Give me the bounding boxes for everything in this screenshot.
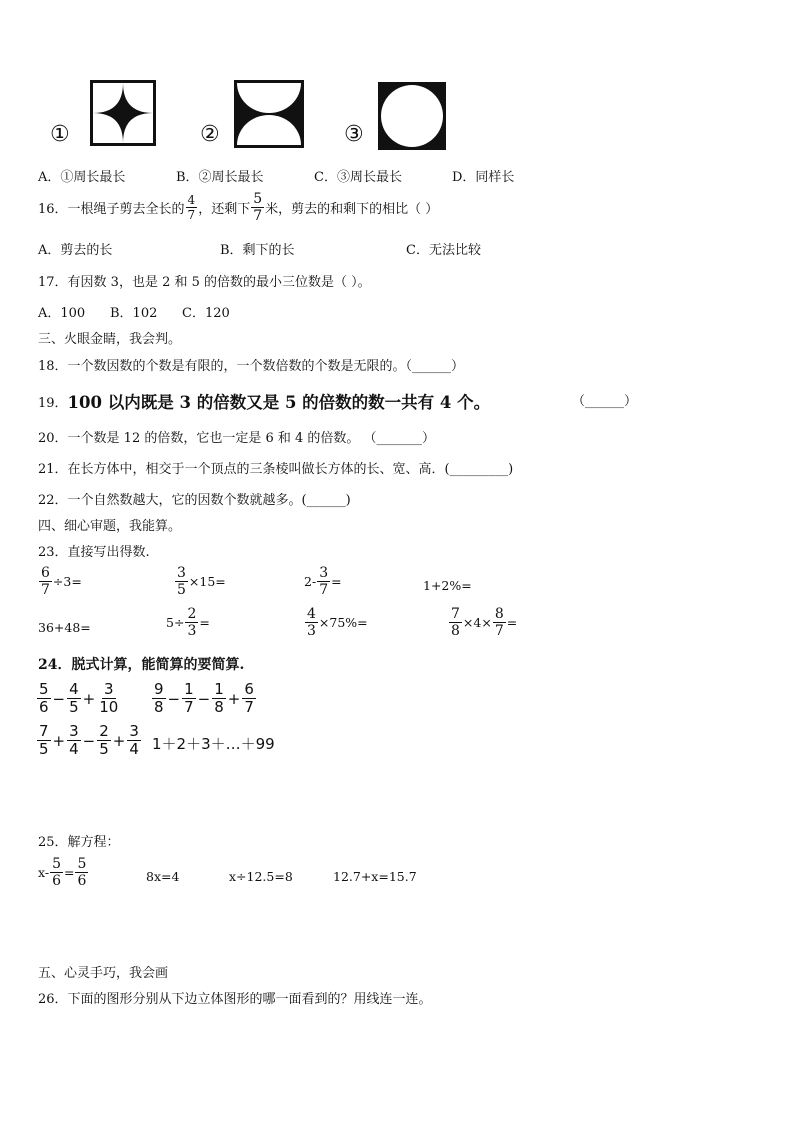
q16-option-c[interactable]: C．无法比较 [406,243,481,258]
operator: − [167,689,181,708]
fraction: $\frac{6}{7}$ [244,680,254,716]
q17-option-b[interactable]: B．102 [110,306,158,321]
q16-option-b[interactable]: B．剩下的长 [220,243,295,258]
operator: + [227,689,241,708]
fraction: $\frac{1}{7}$ [184,680,194,716]
q25-equation-4: 12.7+x=15.7 [333,869,417,884]
q24-expr-3 [36,724,142,757]
q25-equation-1: x- $\frac{5}{6}$ = $\frac{5}{6}$ [38,856,87,889]
q23-expr-3: 2- $\frac{3}{7}$ = [304,565,342,598]
q21-question: 21．在长方体中，相交于一个顶点的三条棱叫做长方体的长、宽、高．(_________) [38,462,514,477]
q25-title: 25．解方程： [38,835,120,850]
q23-expr-8: $\frac{7}{8}$ ×4× $\frac{8}{7}$ = [451,606,518,639]
q20-question: 20．一个数是 12 的倍数，它也一定是 6 和 4 的倍数。 （_______） [38,431,436,446]
q24-expr-4: 1＋2＋3＋…＋99 [152,735,275,753]
q23-title: 23．直接写出得数. [38,545,150,560]
section-3-heading: 三、火眼金睛，我会判。 [38,332,182,347]
q16-question: 16．一根绳子剪去全长的 $\frac{4}{7}$ ，还剩下 $\frac{5}{7}$ 米，剪去的和剩下的相比（ ） [38,191,439,224]
fraction: $\frac{4}{5}$ [69,680,79,716]
q15-option-c[interactable]: C．③周长最长 [314,170,402,185]
q16-fraction-remaining: $\frac{5}{7}$ [253,191,263,224]
q25-equation-2: 8x=4 [146,869,180,884]
q16-options [38,239,481,258]
fraction: $\frac{2}{5}$ [99,722,109,758]
q23-expr-1: $\frac{6}{7}$ ÷3= [41,565,82,598]
fraction: $\frac{5}{6}$ [39,680,49,716]
q18-question: 18．一个数因数的个数是有限的，一个数倍数的个数是无限的。（______） [38,359,465,374]
figure-3-circle-in-square [378,82,446,150]
q22-question: 22．一个自然数越大，它的因数个数就越多。(______) [38,493,351,508]
q26-question: 26．下面的图形分别从下边立体图形的哪一面看到的？用线连一连。 [38,992,432,1007]
q24-title: 24．脱式计算，能简算的要简算. [38,657,245,673]
q15-options [38,166,514,185]
q23-expr-7: $\frac{4}{3}$ ×75%= [307,606,368,639]
q19-answer-blank[interactable]: （______） [572,394,638,409]
fraction: $\frac{1}{8}$ [214,680,224,716]
q23-expr-4: 1+2%= [423,578,472,593]
operator: − [197,689,211,708]
q23-expr-5: 36+48= [38,620,91,635]
figure-2-label: ② [200,122,220,147]
q17-options [38,302,230,321]
operator: + [112,731,126,750]
section-4-heading: 四、细心审题，我能算。 [38,519,182,534]
operator: − [82,731,96,750]
fraction: $\frac{3}{10}$ [99,680,119,716]
figure-1-astroid [90,80,156,146]
fraction: $\frac{3}{4}$ [69,722,79,758]
q15-option-b[interactable]: B．②周长最长 [176,170,264,185]
fraction: $\frac{7}{5}$ [39,722,49,758]
q15-option-a[interactable]: A．①周长最长 [38,170,126,185]
q23-expr-6: 5÷ $\frac{2}{3}$ = [166,606,210,639]
q17-option-c[interactable]: C．120 [182,306,230,321]
fraction: $\frac{9}{8}$ [154,680,164,716]
q25-equation-3: x÷12.5=8 [229,869,293,884]
operator: + [52,731,66,750]
q16-fraction-cut: $\frac{4}{7}$ [187,193,196,222]
section-5-heading: 五、心灵手巧，我会画 [38,966,169,981]
q19-question: 19． 100 以内既是 3 的倍数又是 5 的倍数的数一共有 4 个。 [38,393,491,412]
q24-expr-1 [36,682,121,715]
operator: − [52,689,66,708]
q23-expr-2: $\frac{3}{5}$ ×15= [177,565,226,598]
fraction: $\frac{3}{4}$ [129,722,139,758]
q15-option-d[interactable]: D．同样长 [452,170,515,185]
q17-question: 17．有因数 3，也是 2 和 5 的倍数的最小三位数是（ ）。 [38,275,371,290]
figure-1-label: ① [50,122,70,147]
figure-3-label: ③ [344,122,364,147]
q16-option-a[interactable]: A．剪去的长 [38,243,113,258]
figure-2-hourglass [234,80,304,148]
q17-option-a[interactable]: A．100 [38,306,86,321]
q24-expr-2 [151,682,257,715]
operator: + [82,689,96,708]
